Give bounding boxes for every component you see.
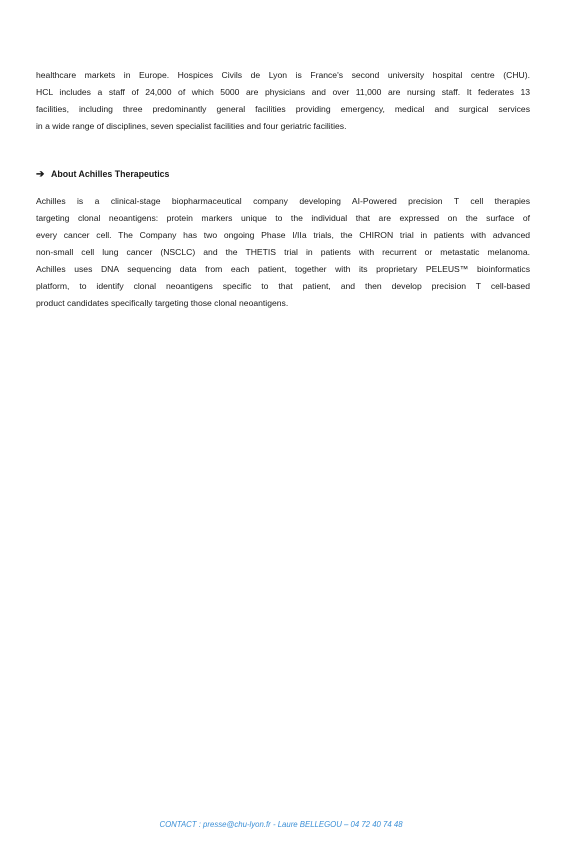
paragraph-line: healthcare markets in Europe. Hospices Civils de Lyon is France's second university hospital centre (CHU).	[36, 70, 530, 80]
paragraph-line: non-small cell lung cancer (NSCLC) and the THETIS trial in patients with recurrent or metastatic melanoma.	[36, 247, 530, 257]
paragraph-line: targeting clonal neoantigens: protein markers unique to the individual that are expressed on the surface of	[36, 213, 530, 223]
paragraph-line: facilities, including three predominantly general facilities providing emergency, medical and surgical services	[36, 104, 530, 114]
arrow-right-icon: ➔	[36, 169, 45, 180]
paragraph-line: Achilles is a clinical-stage biopharmaceutical company developing AI-Powered precision T cell therapies	[36, 196, 530, 206]
achilles-description-paragraph	[36, 193, 530, 312]
paragraph-line: product candidates specifically targeting those clonal neoantigens.	[36, 298, 289, 308]
paragraph-line: HCL includes a staff of 24,000 of which 5000 are physicians and over 11,000 are nursing staff. It federates 13	[36, 87, 530, 97]
footer-contact: CONTACT : presse@chu-lyon.fr - Laure BELLEGOU – 04 72 40 74 48	[159, 820, 403, 829]
paragraph-line: Achilles uses DNA sequencing data from each patient, together with its proprietary PELEUS™ bioinformatics	[36, 264, 530, 274]
section-heading	[36, 166, 169, 183]
section-heading-text: About Achilles Therapeutics	[51, 169, 170, 179]
paragraph-line: in a wide range of disciplines, seven specialist facilities and four geriatric facilities.	[36, 121, 347, 131]
paragraph-line: platform, to identify clonal neoantigens specific to that patient, and then develop precision T cell-based	[36, 281, 530, 291]
paragraph-line: every cancer cell. The Company has two ongoing Phase I/IIa trials, the CHIRON trial in patients with advanced	[36, 230, 530, 240]
hcl-description-paragraph	[36, 67, 530, 135]
